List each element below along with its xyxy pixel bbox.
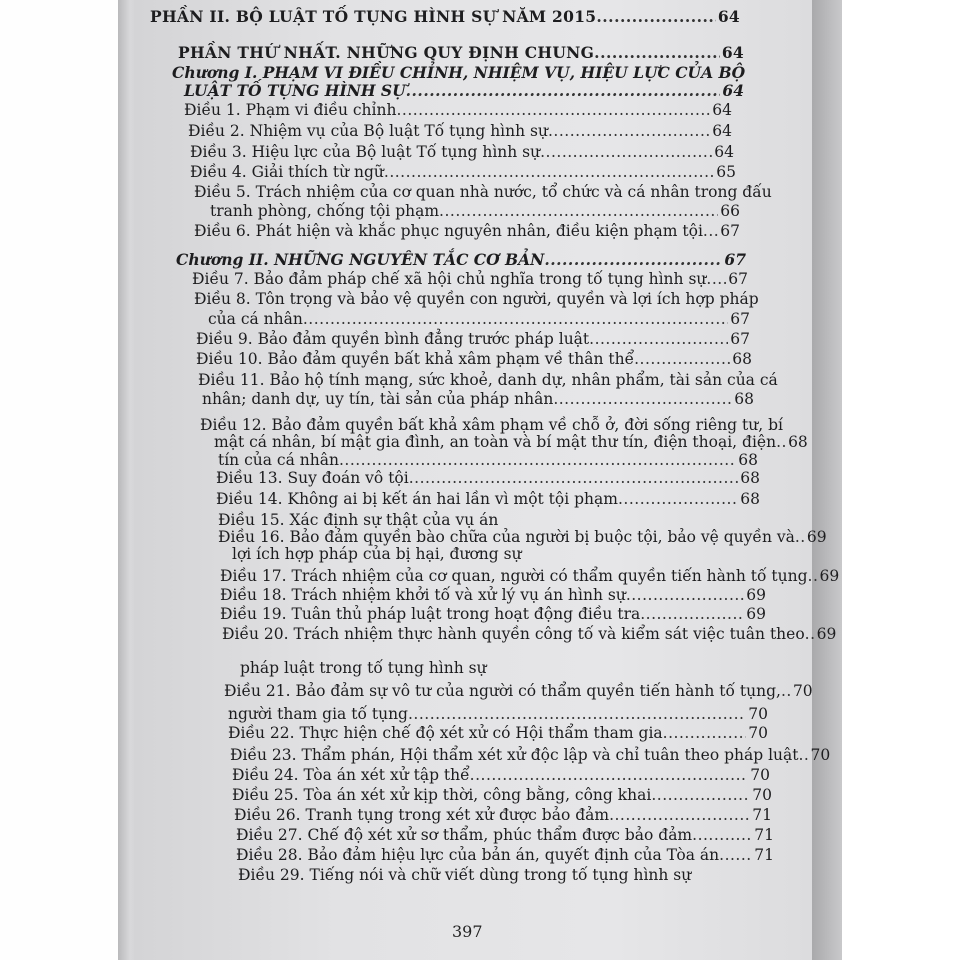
toc-entry-title: Điều 16. Bảo đảm quyền bào chữa của người bị buộc tội, bảo vệ quyền và — [218, 528, 795, 546]
toc-entry-title: Điều 23. Thẩm phán, Hội thẩm xét xử độc lập và chỉ tuân theo pháp luật — [230, 746, 799, 764]
toc-entry-title: PHẦN II. BỘ LUẬT TỐ TỤNG HÌNH SỰ NĂM 2015 — [150, 7, 597, 26]
toc-entry — [232, 766, 770, 784]
toc-leader-dots — [396, 101, 710, 119]
toc-entry — [220, 586, 766, 604]
toc-leader-dots — [651, 786, 750, 804]
toc-entry-title: Điều 15. Xác định sự thật của vụ án — [218, 511, 499, 529]
toc-entry-title: Chương II. NHỮNG NGUYÊN TẮC CƠ BẢN — [176, 250, 545, 269]
toc-entry-title: PHẦN THỨ NHẤT. NHỮNG QUY ĐỊNH CHUNG — [178, 43, 595, 62]
toc-entry-title: Điều 12. Bảo đảm quyền bất khả xâm phạm về chỗ ở, đời sống riêng tư, bí — [200, 416, 783, 434]
toc-leader-dots — [408, 705, 746, 723]
toc-entry — [232, 545, 762, 563]
toc-entry-page: 70 — [810, 746, 831, 764]
toc-entry-title: Điều 9. Bảo đảm quyền bình đẳng trước pháp luật — [196, 330, 590, 348]
toc-entry-title: Điều 7. Bảo đảm pháp chế xã hội chủ nghĩa trong tố tụng hình sự — [192, 270, 707, 288]
toc-entry — [188, 122, 732, 140]
toc-entry-page: 70 — [748, 705, 768, 723]
toc-leader-dots — [618, 490, 738, 508]
toc-entry-title: tín của cá nhân — [218, 451, 339, 469]
background-right — [842, 0, 960, 960]
toc-entry-page: 70 — [750, 766, 770, 784]
toc-entry-page: 68 — [732, 350, 752, 368]
toc-leader-dots — [692, 826, 752, 844]
toc-entry-page: 67 — [720, 222, 740, 240]
toc-leader-dots — [626, 586, 744, 604]
toc-entry-title: Điều 20. Trách nhiệm thực hành quyền công tố và kiểm sát việc tuân theo — [222, 625, 805, 643]
toc-entry-page: 64 — [722, 81, 744, 100]
toc-entry — [240, 659, 768, 677]
toc-entry-title: Điều 11. Bảo hộ tính mạng, sức khoẻ, danh dự, nhân phẩm, tài sản của cá — [198, 371, 778, 389]
toc-entry-page: 64 — [712, 122, 732, 140]
toc-entry-title: tranh phòng, chống tội phạm — [210, 202, 440, 220]
toc-entry-page: 65 — [716, 163, 736, 181]
toc-leader-dots — [339, 451, 736, 469]
toc-entry-title: người tham gia tố tụng — [228, 705, 408, 723]
toc-entry-title: Điều 22. Thực hiện chế độ xét xử có Hội thẩm tham gia — [228, 724, 663, 742]
toc-entry — [194, 222, 740, 240]
toc-entry — [234, 806, 772, 824]
toc-entry — [220, 567, 840, 585]
toc-entry-title: Điều 27. Chế độ xét xử sơ thẩm, phúc thẩm được bảo đảm — [236, 826, 693, 844]
toc-entry — [190, 143, 734, 161]
toc-leader-dots — [409, 469, 739, 487]
toc-entry-title: Điều 19. Tuân thủ pháp luật trong hoạt động điều tra — [220, 605, 641, 623]
toc-entry-title: của cá nhân — [208, 310, 303, 328]
toc-entry-page: 64 — [714, 143, 734, 161]
toc-entry-title: Điều 24. Tòa án xét xử tập thể — [232, 766, 470, 784]
toc-entry — [214, 433, 808, 451]
toc-entry — [232, 786, 772, 804]
toc-entry — [230, 746, 831, 764]
toc-entry-title: Chương I. PHẠM VI ĐIỀU CHỈNH, NHIỆM VỤ, HIỆU LỰC CỦA BỘ — [172, 63, 746, 82]
toc-leader-dots — [799, 746, 809, 764]
toc-entry-title: Điều 25. Tòa án xét xử kịp thời, công bằng, công khai — [232, 786, 652, 804]
toc-entry-title: Điều 3. Hiệu lực của Bộ luật Tố tụng hình sự — [190, 143, 541, 161]
toc-entry — [176, 251, 746, 269]
toc-entry — [196, 330, 750, 348]
toc-leader-dots — [808, 567, 818, 585]
toc-leader-dots — [706, 270, 726, 288]
toc-leader-dots — [589, 330, 728, 348]
toc-entry-page: 69 — [746, 586, 766, 604]
toc-leader-dots — [540, 143, 712, 161]
toc-entry-page: 70 — [792, 682, 813, 700]
toc-entry — [224, 682, 813, 700]
toc-entry-page: 70 — [748, 724, 768, 742]
toc-entry-page: 71 — [752, 806, 772, 824]
toc-entry-title: Điều 4. Giải thích từ ngữ — [190, 163, 384, 181]
toc-leader-dots — [703, 222, 718, 240]
toc-entry — [238, 866, 760, 884]
toc-leader-dots — [303, 310, 728, 328]
toc-entry-page: 67 — [724, 250, 746, 269]
toc-entry — [190, 163, 736, 181]
toc-entry-page: 66 — [720, 202, 740, 220]
toc-leader-dots — [544, 251, 722, 269]
toc-leader-dots — [795, 528, 805, 546]
toc-entry-title: Điều 6. Phát hiện và khắc phục nguyên nhân, điều kiện phạm tội — [194, 222, 703, 240]
toc-entry — [222, 625, 837, 643]
toc-entry-title: Điều 14. Không ai bị kết án hai lần vì một tội phạm — [216, 490, 618, 508]
toc-leader-dots — [470, 766, 749, 784]
toc-entry — [202, 390, 754, 408]
toc-entry-page: 69 — [819, 567, 840, 585]
background-left — [0, 0, 120, 960]
toc-entry-page: 71 — [754, 846, 774, 864]
toc-entry — [208, 310, 750, 328]
toc-entry-title: Điều 17. Trách nhiệm của cơ quan, người có thẩm quyền tiến hành tố tụng — [220, 567, 808, 585]
toc-entry — [216, 490, 760, 508]
toc-entry-title: Điều 2. Nhiệm vụ của Bộ luật Tố tụng hình sự — [188, 122, 548, 140]
page-shadow — [812, 0, 842, 960]
toc-entry — [198, 371, 778, 389]
toc-entry-page: 69 — [816, 625, 837, 643]
toc-entry — [178, 44, 744, 62]
toc-entry-title: nhân; danh dự, uy tín, tài sản của pháp nhân — [202, 390, 554, 408]
toc-leader-dots — [596, 8, 715, 26]
toc-entry-title: pháp luật trong tố tụng hình sự — [240, 659, 487, 677]
toc-entry-page: 64 — [717, 7, 740, 26]
toc-entry-page: 67 — [728, 270, 748, 288]
toc-entry — [172, 64, 745, 82]
toc-entry-page: 64 — [721, 43, 744, 62]
toc-entry-title: mật cá nhân, bí mật gia đình, an toàn và bí mật thư tín, điện thoại, điện — [214, 433, 777, 451]
toc-entry — [228, 724, 768, 742]
toc-entry-title: Điều 8. Tôn trọng và bảo vệ quyền con người, quyền và lợi ích hợp pháp — [194, 290, 759, 308]
toc-leader-dots — [663, 724, 747, 742]
toc-entry — [218, 451, 758, 469]
toc-entry — [194, 183, 772, 201]
toc-leader-dots — [553, 390, 732, 408]
toc-entry-title: Điều 29. Tiếng nói và chữ viết dùng trong tố tụng hình sự — [238, 866, 692, 884]
toc-entry-page: 71 — [754, 826, 774, 844]
toc-leader-dots — [384, 163, 714, 181]
toc-entry — [200, 416, 783, 434]
toc-leader-dots — [548, 122, 710, 140]
toc-leader-dots — [781, 682, 791, 700]
toc-entry — [196, 350, 752, 368]
toc-leader-dots — [719, 846, 752, 864]
toc-leader-dots — [634, 350, 730, 368]
toc-entry — [220, 605, 766, 623]
toc-entry-page: 67 — [730, 310, 750, 328]
toc-leader-dots — [640, 605, 744, 623]
toc-entry — [236, 846, 774, 864]
toc-entry-title: Điều 5. Trách nhiệm của cơ quan nhà nước, tổ chức và cá nhân trong đấu — [194, 183, 772, 201]
toc-entry — [194, 290, 759, 308]
toc-entry — [192, 270, 748, 288]
toc-entry-title: Điều 10. Bảo đảm quyền bất khả xâm phạm về thân thể — [196, 350, 635, 368]
toc-entry-page: 70 — [752, 786, 772, 804]
toc-leader-dots — [805, 625, 815, 643]
toc-entry — [210, 202, 740, 220]
toc-entry — [184, 101, 732, 119]
toc-entry-page: 68 — [738, 451, 758, 469]
toc-entry-title: Điều 21. Bảo đảm sự vô tư của người có thẩm quyền tiến hành tố tụng, — [224, 682, 781, 700]
toc-leader-dots — [439, 202, 718, 220]
toc-leader-dots — [609, 806, 750, 824]
toc-entry-title: Điều 28. Bảo đảm hiệu lực của bản án, quyết định của Tòa án — [236, 846, 720, 864]
toc-leader-dots — [776, 433, 786, 451]
toc-entry — [236, 826, 774, 844]
toc-entry-page: 69 — [746, 605, 766, 623]
toc-entry-title: Điều 1. Phạm vi điều chỉnh — [184, 101, 397, 119]
toc-entry-page: 64 — [712, 101, 732, 119]
toc-entry-page: 68 — [740, 469, 760, 487]
toc-entry-title: lợi ích hợp pháp của bị hại, đương sự — [232, 545, 522, 563]
toc-entry — [216, 469, 760, 487]
toc-entry-title: Điều 18. Trách nhiệm khởi tố và xử lý vụ án hình sự — [220, 586, 626, 604]
toc-entry-page: 69 — [806, 528, 827, 546]
toc-entry — [218, 528, 827, 546]
toc-entry-title: Điều 26. Tranh tụng trong xét xử được bảo đảm — [234, 806, 610, 824]
toc-entry-page: 68 — [734, 390, 754, 408]
toc-entry — [228, 705, 768, 723]
toc-entry — [150, 8, 740, 26]
table-of-contents — [140, 0, 840, 960]
toc-entry-page: 68 — [788, 433, 808, 451]
toc-entry-page: 67 — [730, 330, 750, 348]
page-number: 397 — [452, 922, 483, 941]
toc-entry — [184, 82, 744, 100]
toc-leader-dots — [594, 44, 720, 62]
toc-entry-title: LUẬT TỐ TỤNG HÌNH SỰ — [184, 81, 406, 100]
toc-entry-page: 68 — [740, 490, 760, 508]
toc-leader-dots — [406, 82, 721, 100]
toc-entry — [218, 511, 760, 529]
toc-entry-title: Điều 13. Suy đoán vô tội — [216, 469, 409, 487]
